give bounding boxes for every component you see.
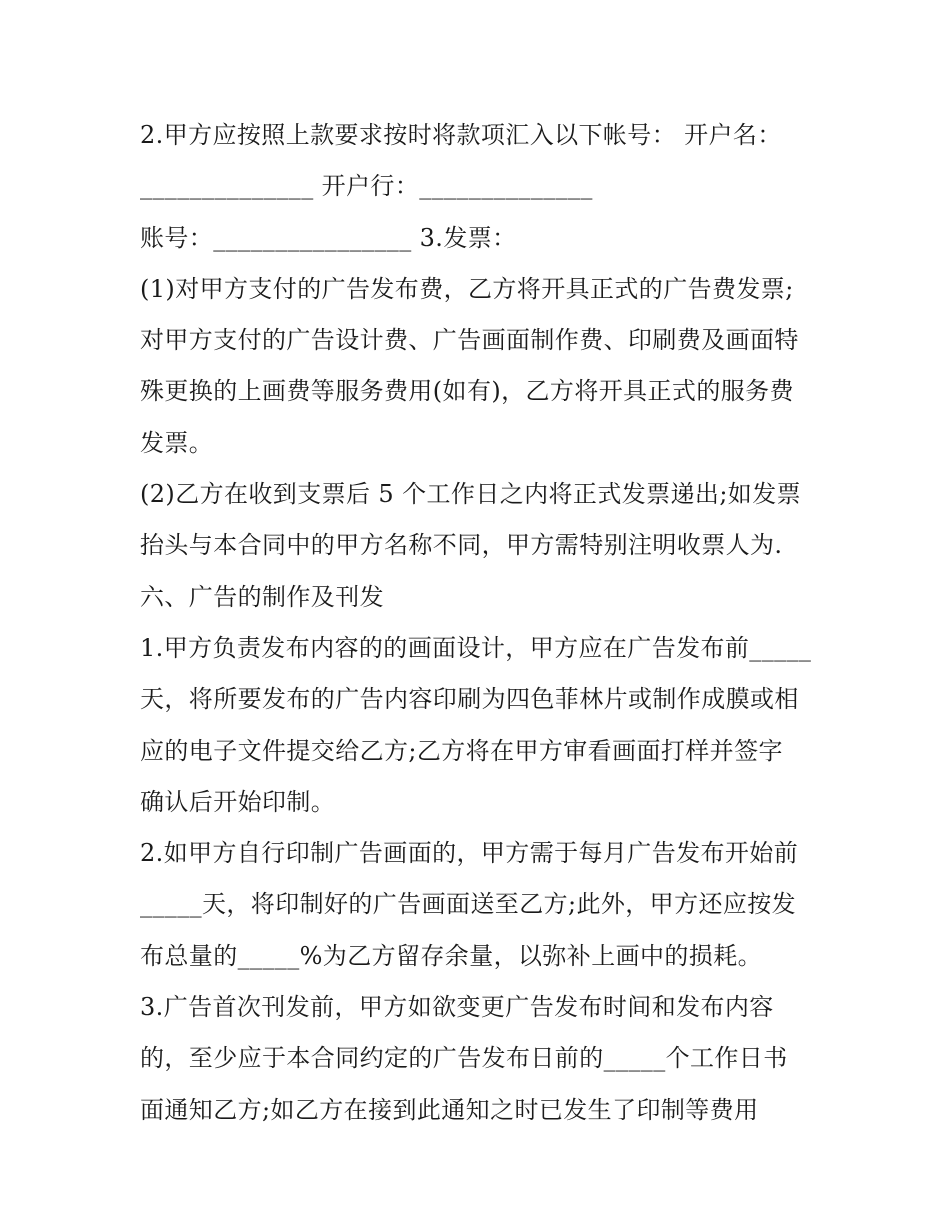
text-line: 布总量的_____%为乙方留存余量，以弥补上画中的损耗。 <box>140 941 763 970</box>
text-line: (1)对甲方支付的广告发布费，乙方将开具正式的广告费发票; <box>140 274 794 303</box>
text-line: 抬头与本合同中的甲方名称不同，甲方需特别注明收票人为. <box>140 531 783 560</box>
text-line: (2)乙方在收到支票后 5 个工作日之内将正式发票递出;如发票 <box>140 480 802 509</box>
text-line: 面通知乙方;如乙方在接到此通知之时已发生了印制等费用 <box>140 1095 759 1124</box>
text-line: 确认后开始印制。 <box>140 787 336 816</box>
text-line: 3.广告首次刊发前，甲方如欲变更广告发布时间和发布内容 <box>140 993 774 1022</box>
text-line: 的，至少应于本合同约定的广告发布日前的_____个工作日书 <box>140 1044 788 1073</box>
section-heading: 六、广告的制作及刊发 <box>140 582 384 611</box>
text-line: _____天，将印制好的广告画面送至乙方;此外，甲方还应按发 <box>140 890 797 919</box>
text-line: 发票。 <box>140 428 214 457</box>
text-line: 对甲方支付的广告设计费、广告画面制作费、印刷费及画面特 <box>140 326 799 355</box>
text-line: 殊更换的上画费等服务费用(如有)，乙方将开具正式的服务费 <box>140 377 794 406</box>
text-line: 2.甲方应按照上款要求按时将款项汇入以下帐号： 开户名： <box>140 121 782 149</box>
text-line: 应的电子文件提交给乙方;乙方将在甲方审看画面打样并签字 <box>140 736 783 765</box>
text-line: ______________ 开户行：______________ <box>140 172 593 201</box>
text-line: 1.甲方负责发布内容的的画面设计，甲方应在广告发布前_____ <box>140 633 812 662</box>
text-line: 2.如甲方自行印制广告画面的，甲方需于每月广告发布开始前 <box>140 839 799 868</box>
text-line: 账号：________________ 3.发票： <box>140 223 517 252</box>
document-body <box>140 110 830 1136</box>
text-line: 天，将所要发布的广告内容印刷为四色菲林片或制作成膜或相 <box>140 685 799 714</box>
